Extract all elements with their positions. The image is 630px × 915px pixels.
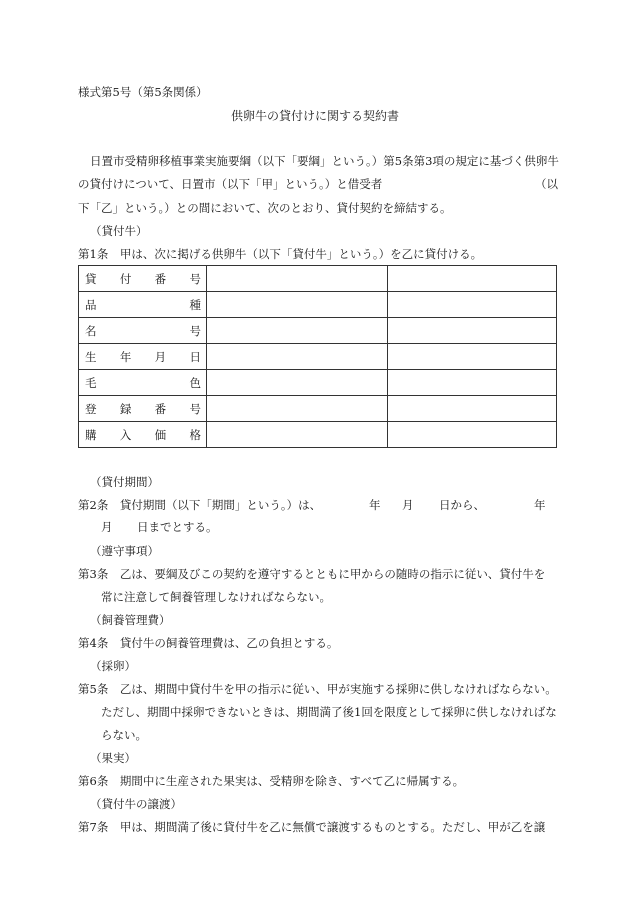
- article-2-year-1: 年: [369, 498, 381, 512]
- article-7-line-1: 第7条 甲は、期間満了後に貸付牛を乙に無償で譲渡するものとする。ただし、甲が乙を譲: [78, 820, 546, 834]
- label-char: 付: [119, 271, 132, 286]
- label-characters: [85, 375, 201, 391]
- table-row: [79, 396, 557, 422]
- label-char: 貸: [85, 271, 97, 286]
- article-7-heading: （貸付牛の譲渡）: [90, 797, 182, 811]
- article-5-line-2: ただし、期間中採卵できないときは、期間満了後1回を限度として採卵に供しなければな: [101, 705, 557, 719]
- article-4-line-1: 第4条 貸付牛の飼養管理費は、乙の負担とする。: [78, 636, 339, 650]
- label-char: 号: [189, 271, 201, 286]
- table-cell-value-1[interactable]: [207, 266, 388, 292]
- preamble-line-2-right: （以: [535, 177, 558, 191]
- label-char: 色: [189, 375, 201, 390]
- article-3-heading: （遵守事項）: [90, 544, 159, 558]
- table-cell-value-2[interactable]: [388, 292, 557, 318]
- table-cell-value-2[interactable]: [388, 370, 557, 396]
- table-row: [79, 266, 557, 292]
- article-2-line-1: 第2条 貸付期間（以下「期間」という。）は、: [78, 498, 322, 512]
- label-char: 番: [154, 401, 167, 416]
- article-2-day-1: 日から、: [439, 498, 485, 512]
- table-row-label: [79, 292, 207, 318]
- article-4-heading: （飼養管理費）: [90, 613, 171, 627]
- table-row: [79, 318, 557, 344]
- table-cell-value-1[interactable]: [207, 344, 388, 370]
- table-row-label: [79, 344, 207, 370]
- article-5-heading: （採卵）: [90, 659, 136, 673]
- table-cell-value-1[interactable]: [207, 370, 388, 396]
- label-char: 号: [189, 323, 201, 338]
- article-1-text: 第1条 甲は、次に掲げる供卵牛（以下「貸付牛」という。）を乙に貸付ける。: [78, 247, 483, 261]
- table-cell-value-1[interactable]: [207, 396, 388, 422]
- article-1-heading: （貸付牛）: [90, 224, 148, 238]
- label-char: 月: [154, 349, 167, 364]
- table-cell-value-2[interactable]: [388, 422, 557, 448]
- table-cell-value-2[interactable]: [388, 396, 557, 422]
- label-char: 番: [154, 271, 167, 286]
- label-char: 入: [119, 427, 132, 442]
- label-characters: [85, 297, 201, 313]
- table-cell-value-1[interactable]: [207, 292, 388, 318]
- article-2-month-1: 月: [402, 498, 414, 512]
- article-2-heading: （貸付期間）: [90, 475, 159, 489]
- label-char: 録: [119, 401, 132, 416]
- table-row: [79, 344, 557, 370]
- label-char: 毛: [85, 375, 97, 390]
- article-3-line-2: 常に注意して飼養管理しなければならない。: [101, 590, 331, 604]
- cattle-table: [78, 265, 557, 448]
- document-title: 供卵牛の貸付けに関する契約書: [230, 109, 399, 123]
- label-characters: [85, 271, 201, 287]
- table-row-label: [79, 266, 207, 292]
- label-char: 号: [189, 401, 201, 416]
- label-characters: [85, 349, 201, 365]
- form-number: 様式第5号（第5条関係）: [78, 85, 208, 99]
- label-characters: [85, 401, 201, 417]
- label-char: 価: [154, 427, 167, 442]
- preamble-line-2: の貸付けについて、日置市（以下「甲」という。）と借受者: [78, 177, 383, 191]
- label-char: 日: [189, 349, 201, 364]
- table-row-label: [79, 370, 207, 396]
- label-char: 品: [85, 297, 97, 312]
- preamble-line-1: 日置市受精卵移植事業実施要綱（以下「要綱」という。）第5条第3項の規定に基づく供卵牛: [90, 154, 559, 168]
- table-row: [79, 292, 557, 318]
- label-characters: [85, 427, 201, 443]
- article-6-heading: （果実）: [90, 751, 136, 765]
- label-char: 購: [85, 427, 97, 442]
- label-char: 登: [85, 401, 97, 416]
- label-char: 年: [119, 349, 132, 364]
- article-5-line-3: らない。: [101, 728, 147, 742]
- label-char: 名: [85, 323, 97, 338]
- table-row-label: [79, 396, 207, 422]
- table-cell-value-2[interactable]: [388, 266, 557, 292]
- table-cell-value-2[interactable]: [388, 318, 557, 344]
- label-char: 格: [189, 427, 201, 442]
- table-cell-value-2[interactable]: [388, 344, 557, 370]
- table-row: [79, 422, 557, 448]
- article-2-month-2: 月: [101, 520, 113, 534]
- label-characters: [85, 323, 201, 339]
- label-char: 種: [189, 297, 201, 312]
- article-6-line-1: 第6条 期間中に生産された果実は、受精卵を除き、すべて乙に帰属する。: [78, 774, 465, 788]
- table-cell-value-1[interactable]: [207, 318, 388, 344]
- article-2-line-2: 日までとする。: [137, 520, 218, 534]
- table-row-label: [79, 318, 207, 344]
- preamble-line-3: 下「乙」という。）との間において、次のとおり、貸付契約を締結する。: [78, 201, 452, 215]
- table-row: [79, 370, 557, 396]
- label-char: 生: [85, 349, 97, 364]
- table-cell-value-1[interactable]: [207, 422, 388, 448]
- table-row-label: [79, 422, 207, 448]
- article-3-line-1: 第3条 乙は、要綱及びこの契約を遵守するとともに甲からの随時の指示に従い、貸付牛を: [78, 567, 546, 581]
- article-2-year-2: 年: [534, 498, 546, 512]
- article-5-line-1: 第5条 乙は、期間中貸付牛を甲の指示に従い、甲が実施する採卵に供しなければならない。: [78, 682, 557, 696]
